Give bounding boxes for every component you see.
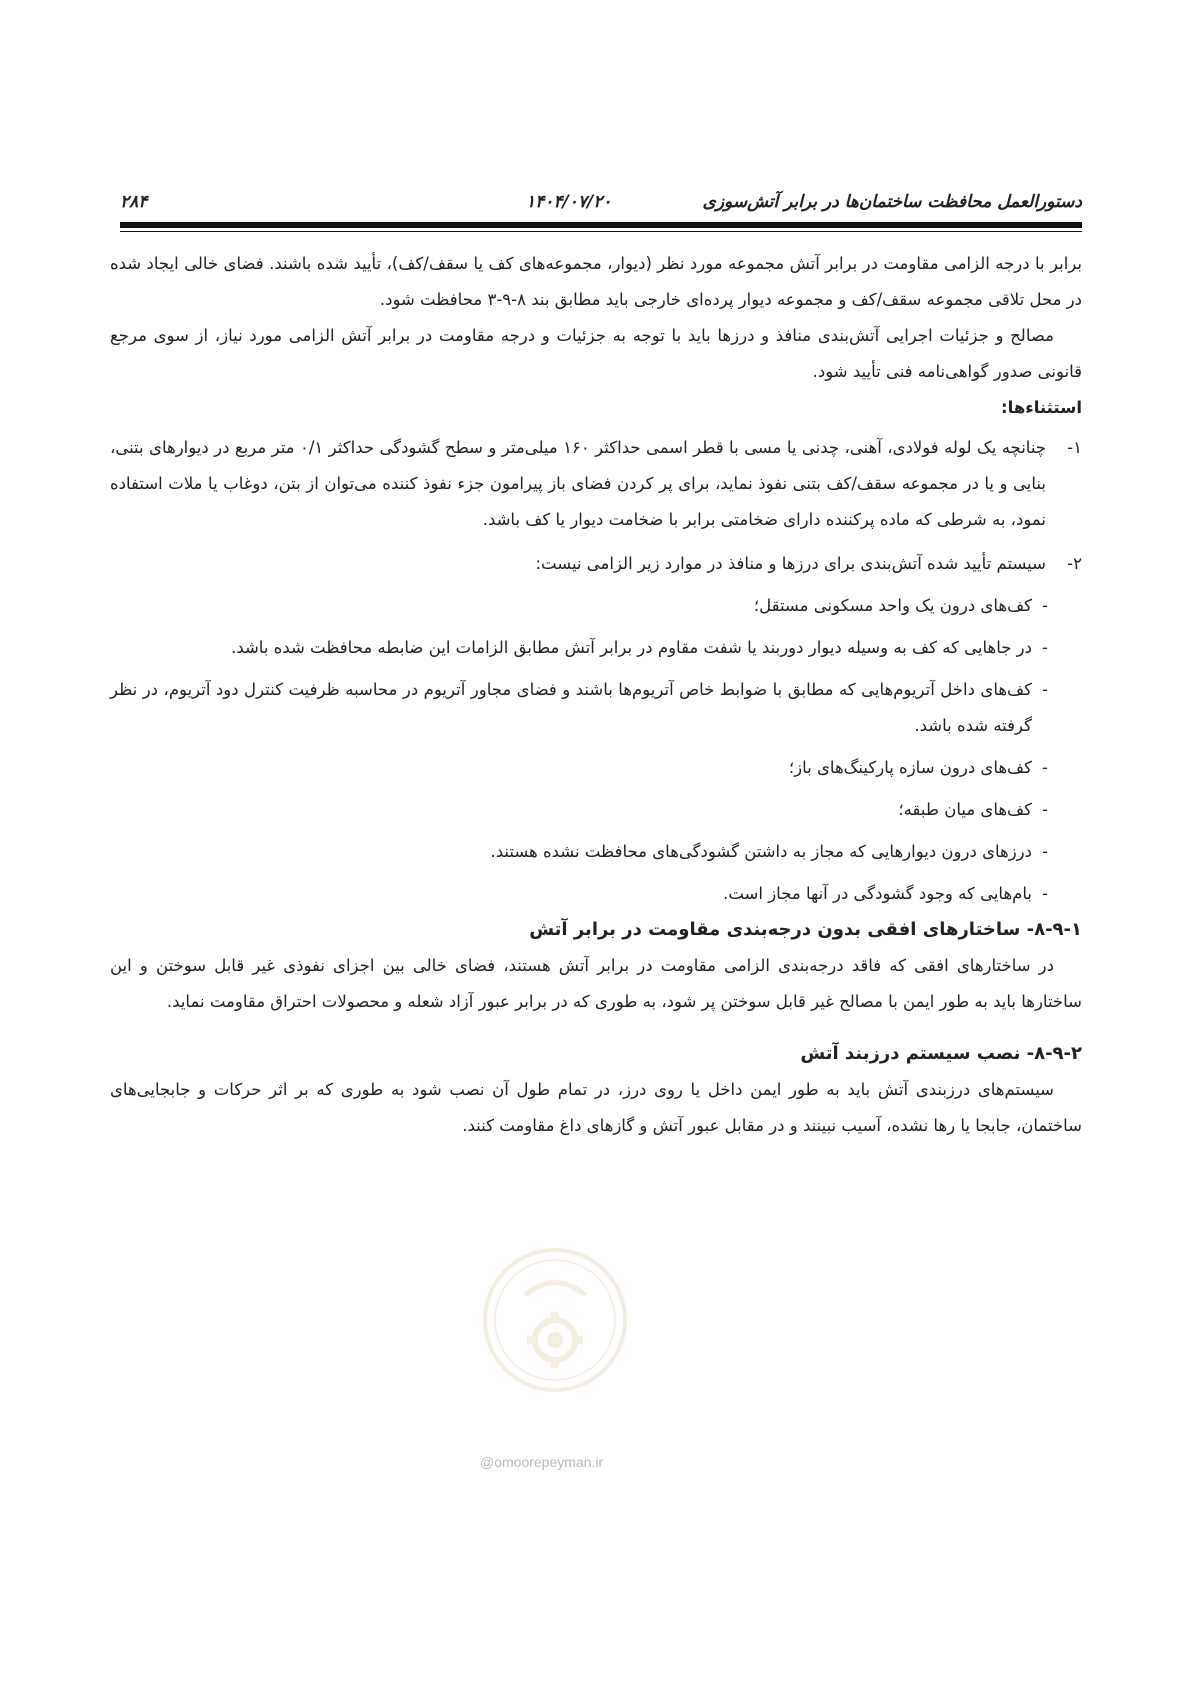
list-item-text: درزهای درون دیوارهایی که مجاز به داشتن گشودگی‌های محافظت نشده هستند. <box>490 842 1032 861</box>
list-item-text: کف‌های داخل آتریوم‌هایی که مطابق با ضوابط خاص آتریوم‌ها باشند و فضای مجاور آتریوم در محاسبه ظرفیت کنترل دود آتریوم، در نظر گرفته شده باشد. <box>110 680 1032 735</box>
exceptions-heading: استثناءها: <box>1001 398 1082 417</box>
list-item <box>110 750 1082 786</box>
header-title: دستورالعمل محافظت ساختمان‌ها در برابر آتش‌سوزی <box>702 192 1082 212</box>
list-item <box>110 672 1082 744</box>
list-dash: - <box>1042 884 1048 903</box>
list-item-text: کف‌های درون سازه پارکینگ‌های باز؛ <box>788 758 1032 777</box>
section-heading-1: ۸-۹-۱- ساختارهای افقی بدون درجه‌بندی مقاومت در برابر آتش <box>529 919 1082 940</box>
list-item <box>110 588 1082 624</box>
section-heading-2: ۸-۹-۲- نصب سیستم درزبند آتش <box>800 1043 1082 1064</box>
list-item <box>110 876 1082 912</box>
list-item-text: کف‌های میان طبقه؛ <box>898 800 1032 819</box>
list-dash: - <box>1042 842 1048 861</box>
section-2-text: سیستم‌های درزبندی آتش باید به طور ایمن داخل یا روی درز، در تمام طول آن نصب شود به طوری که بر اثر حرکات و جابجایی‌های ساختمان، جابجا یا رها نشده، آسیب نبینند و در مقابل عبور آتش و گازهای داغ مقاومت کنند. <box>110 1080 1082 1135</box>
list-dash: - <box>1042 638 1048 657</box>
list-item-text: در جاهایی که کف به وسیله دیوار دوربند یا شفت مقاوم در برابر آتش مطابق الزامات این ضابطه محافظت شده باشد. <box>231 638 1032 657</box>
header-rule-thick <box>120 222 1082 228</box>
page-number: ۲۸۴ <box>120 192 148 212</box>
list-item <box>110 792 1082 828</box>
list-item-text: کف‌های درون یک واحد مسکونی مستقل؛ <box>753 596 1032 615</box>
exception-item-2 <box>110 546 1082 582</box>
exception-item-1 <box>110 430 1082 538</box>
exception-number: ۱- <box>1067 438 1082 457</box>
header-date: ۱۴۰۴/۰۷/۲۰ <box>526 192 612 212</box>
exception-number: ۲- <box>1067 554 1082 573</box>
list-dash: - <box>1042 596 1048 615</box>
header-rule-thin <box>120 231 1082 232</box>
gear-seal-icon <box>475 1240 635 1400</box>
exception-sub-list <box>110 588 1082 912</box>
exception-text: چنانچه یک لوله فولادی، آهنی، چدنی یا مسی با قطر اسمی حداکثر ۱۶۰ میلی‌متر و سطح گشودگی حداکثر ۰/۱ متر مربع در دیوارهای بتنی، بنایی و یا در مجموعه سقف/کف بتنی نفوذ نماید، برای پر کردن فضای باز پیرامون جزء نفوذ کننده می‌توان از بتن، دوغاب یا ملات استفاده نمود، به شرطی که ماده پرکننده دارای ضخامتی برابر با ضخامت دیوار یا کف باشد. <box>110 438 1046 529</box>
list-item <box>110 834 1082 870</box>
list-item-text: بام‌هایی که وجود گشودگی در آنها مجاز است. <box>723 884 1032 903</box>
exception-text: سیستم تأیید شده آتش‌بندی برای درزها و منافذ در موارد زیر الزامی نیست: <box>535 554 1046 573</box>
watermark-url: @omoorepeyman.ir <box>480 1454 604 1470</box>
list-dash: - <box>1042 680 1048 699</box>
list-item <box>110 630 1082 666</box>
list-dash: - <box>1042 758 1048 777</box>
section-1-text: در ساختارهای افقی که فاقد درجه‌بندی الزامی مقاومت در برابر آتش هستند، فضای خالی بین اجزای نفوذی غیر قابل سوختن و این ساختارها باید به طور ایمن با مصالح غیر قابل سوختن پر شود، به طوری که در برابر عبور آزاد شعله و محصولات احتراق مقاومت نماید. <box>110 956 1082 1011</box>
paragraph-2: مصالح و جزئیات اجرایی آتش‌بندی منافذ و درزها باید با توجه به جزئیات و درجه مقاومت در برابر آتش الزامی مورد نیاز، از سوی مرجع قانونی صدور گواهی‌نامه فنی تأیید شود. <box>110 326 1082 381</box>
paragraph-1: برابر با درجه الزامی مقاومت در برابر آتش مجموعه مورد نظر (دیوار، مجموعه‌های کف یا سقف/کف)، تأیید شده باشند. فضای خالی ایجاد شده در محل تلاقی مجموعه سقف/کف و مجموعه دیوار پرده‌ای خارجی باید مطابق بند ۸-۹-۳ محافظت شود. <box>110 254 1082 309</box>
list-dash: - <box>1042 800 1048 819</box>
page-body <box>110 246 1082 1144</box>
page-header <box>120 188 1082 220</box>
